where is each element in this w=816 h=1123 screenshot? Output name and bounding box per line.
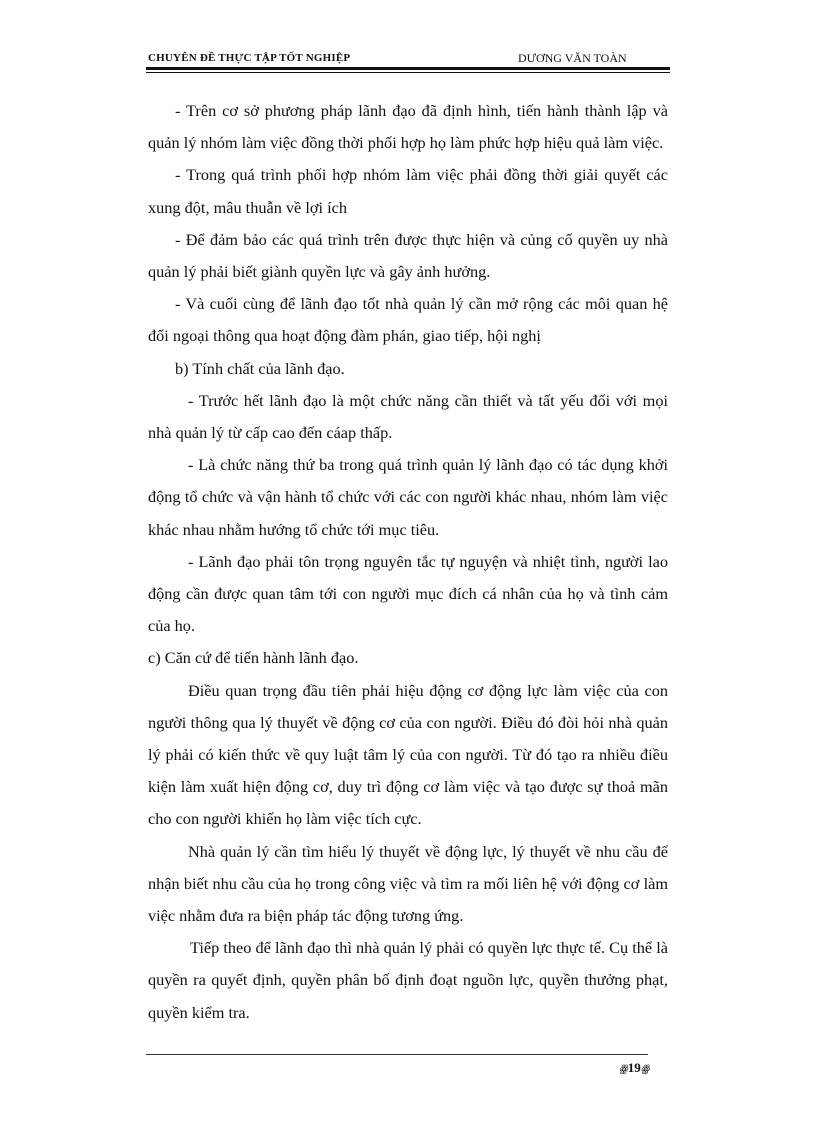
page-body xyxy=(148,95,668,1029)
page-number xyxy=(619,1060,650,1076)
paragraph: - Và cuối cùng để lãnh đạo tốt nhà quản lý cần mở rộng các môi quan hệ đối ngoại thông qua hoạt động đàm phán, giao tiếp, hội nghị xyxy=(148,294,668,346)
footer-rule xyxy=(146,1054,648,1055)
paragraph: - Trong quá trình phối hợp nhóm làm việc phải đồng thời giải quyết các xung đột, mâu thuẫn về lợi ích xyxy=(148,165,668,217)
section-heading: c) Căn cứ để tiến hành lãnh đạo. xyxy=(148,648,359,668)
paragraph: - Là chức năng thứ ba trong quá trình quản lý lãnh đạo có tác dụng khởi động tổ chức và vận hành tổ chức với các con người khác nhau, nhóm làm việc khác nhau nhằm hướng tổ chức tới mục tiêu. xyxy=(148,455,668,539)
paragraph: - Trước hết lãnh đạo là một chức năng cần thiết và tất yếu đối với mọi nhà quản lý từ cấp cao đến cáap thấp. xyxy=(148,390,668,443)
header-rule-thin xyxy=(146,72,670,73)
ornament-left-icon: ꙮ xyxy=(619,1064,628,1075)
running-header-title: CHUYÊN ĐỀ THỰC TẬP TỐT NGHIỆP xyxy=(148,52,351,64)
paragraph: - Trên cơ sở phương pháp lãnh đạo đã định hình, tiến hành thành lập và quản lý nhóm làm việc đồng thời phối hợp họ làm phức hợp hiệu quả làm việc. xyxy=(148,101,668,153)
running-header-author: DƯƠNG VĂN TOÀN xyxy=(518,51,627,65)
section-heading: b) Tính chất của lãnh đạo. xyxy=(175,358,345,378)
paragraph: - Để đảm bảo các quá trình trên được thực hiện và củng cố quyền uy nhà quản lý phải biết giành quyền lực và gây ảnh hưởng. xyxy=(148,229,668,282)
paragraph: Điều quan trọng đầu tiên phải hiệu động cơ động lực làm việc của con người thông qua lý thuyết về động cơ của con người. Điều đó đòi hỏi nhà quản lý phải có kiến thức về quy luật tâm lý của con người. Từ đó tạo ra nhiều điều kiện làm xuất hiện động cơ, duy trì động cơ làm việc và tạo được sự thoả mãn cho con người khiến họ làm việc tích cực. xyxy=(148,680,668,829)
paragraph: - Lãnh đạo phải tôn trọng nguyên tắc tự nguyện và nhiệt tình, người lao động cần được quan tâm tới con người mục đích cá nhân của họ và tình cảm của họ. xyxy=(148,551,668,636)
ornament-right-icon: ꙮ xyxy=(640,1064,650,1075)
header-rule-thick xyxy=(146,67,670,70)
paragraph: Nhà quản lý cần tìm hiểu lý thuyết về động lực, lý thuyết về nhu cầu để nhận biết nhu cầu của họ trong công việc và tìm ra mối liên hệ với động cơ làm việc nhằm đưa ra biện pháp tác động tương ứng. xyxy=(148,841,668,926)
paragraph: Tiếp theo để lãnh đạo thì nhà quản lý phải có quyền lực thực tế. Cụ thể là quyền ra quyết định, quyền phân bố định đoạt nguồn lực, quyền thưởng phạt, quyền kiểm tra. xyxy=(148,938,668,1022)
page-number-value: 19 xyxy=(627,1060,641,1075)
